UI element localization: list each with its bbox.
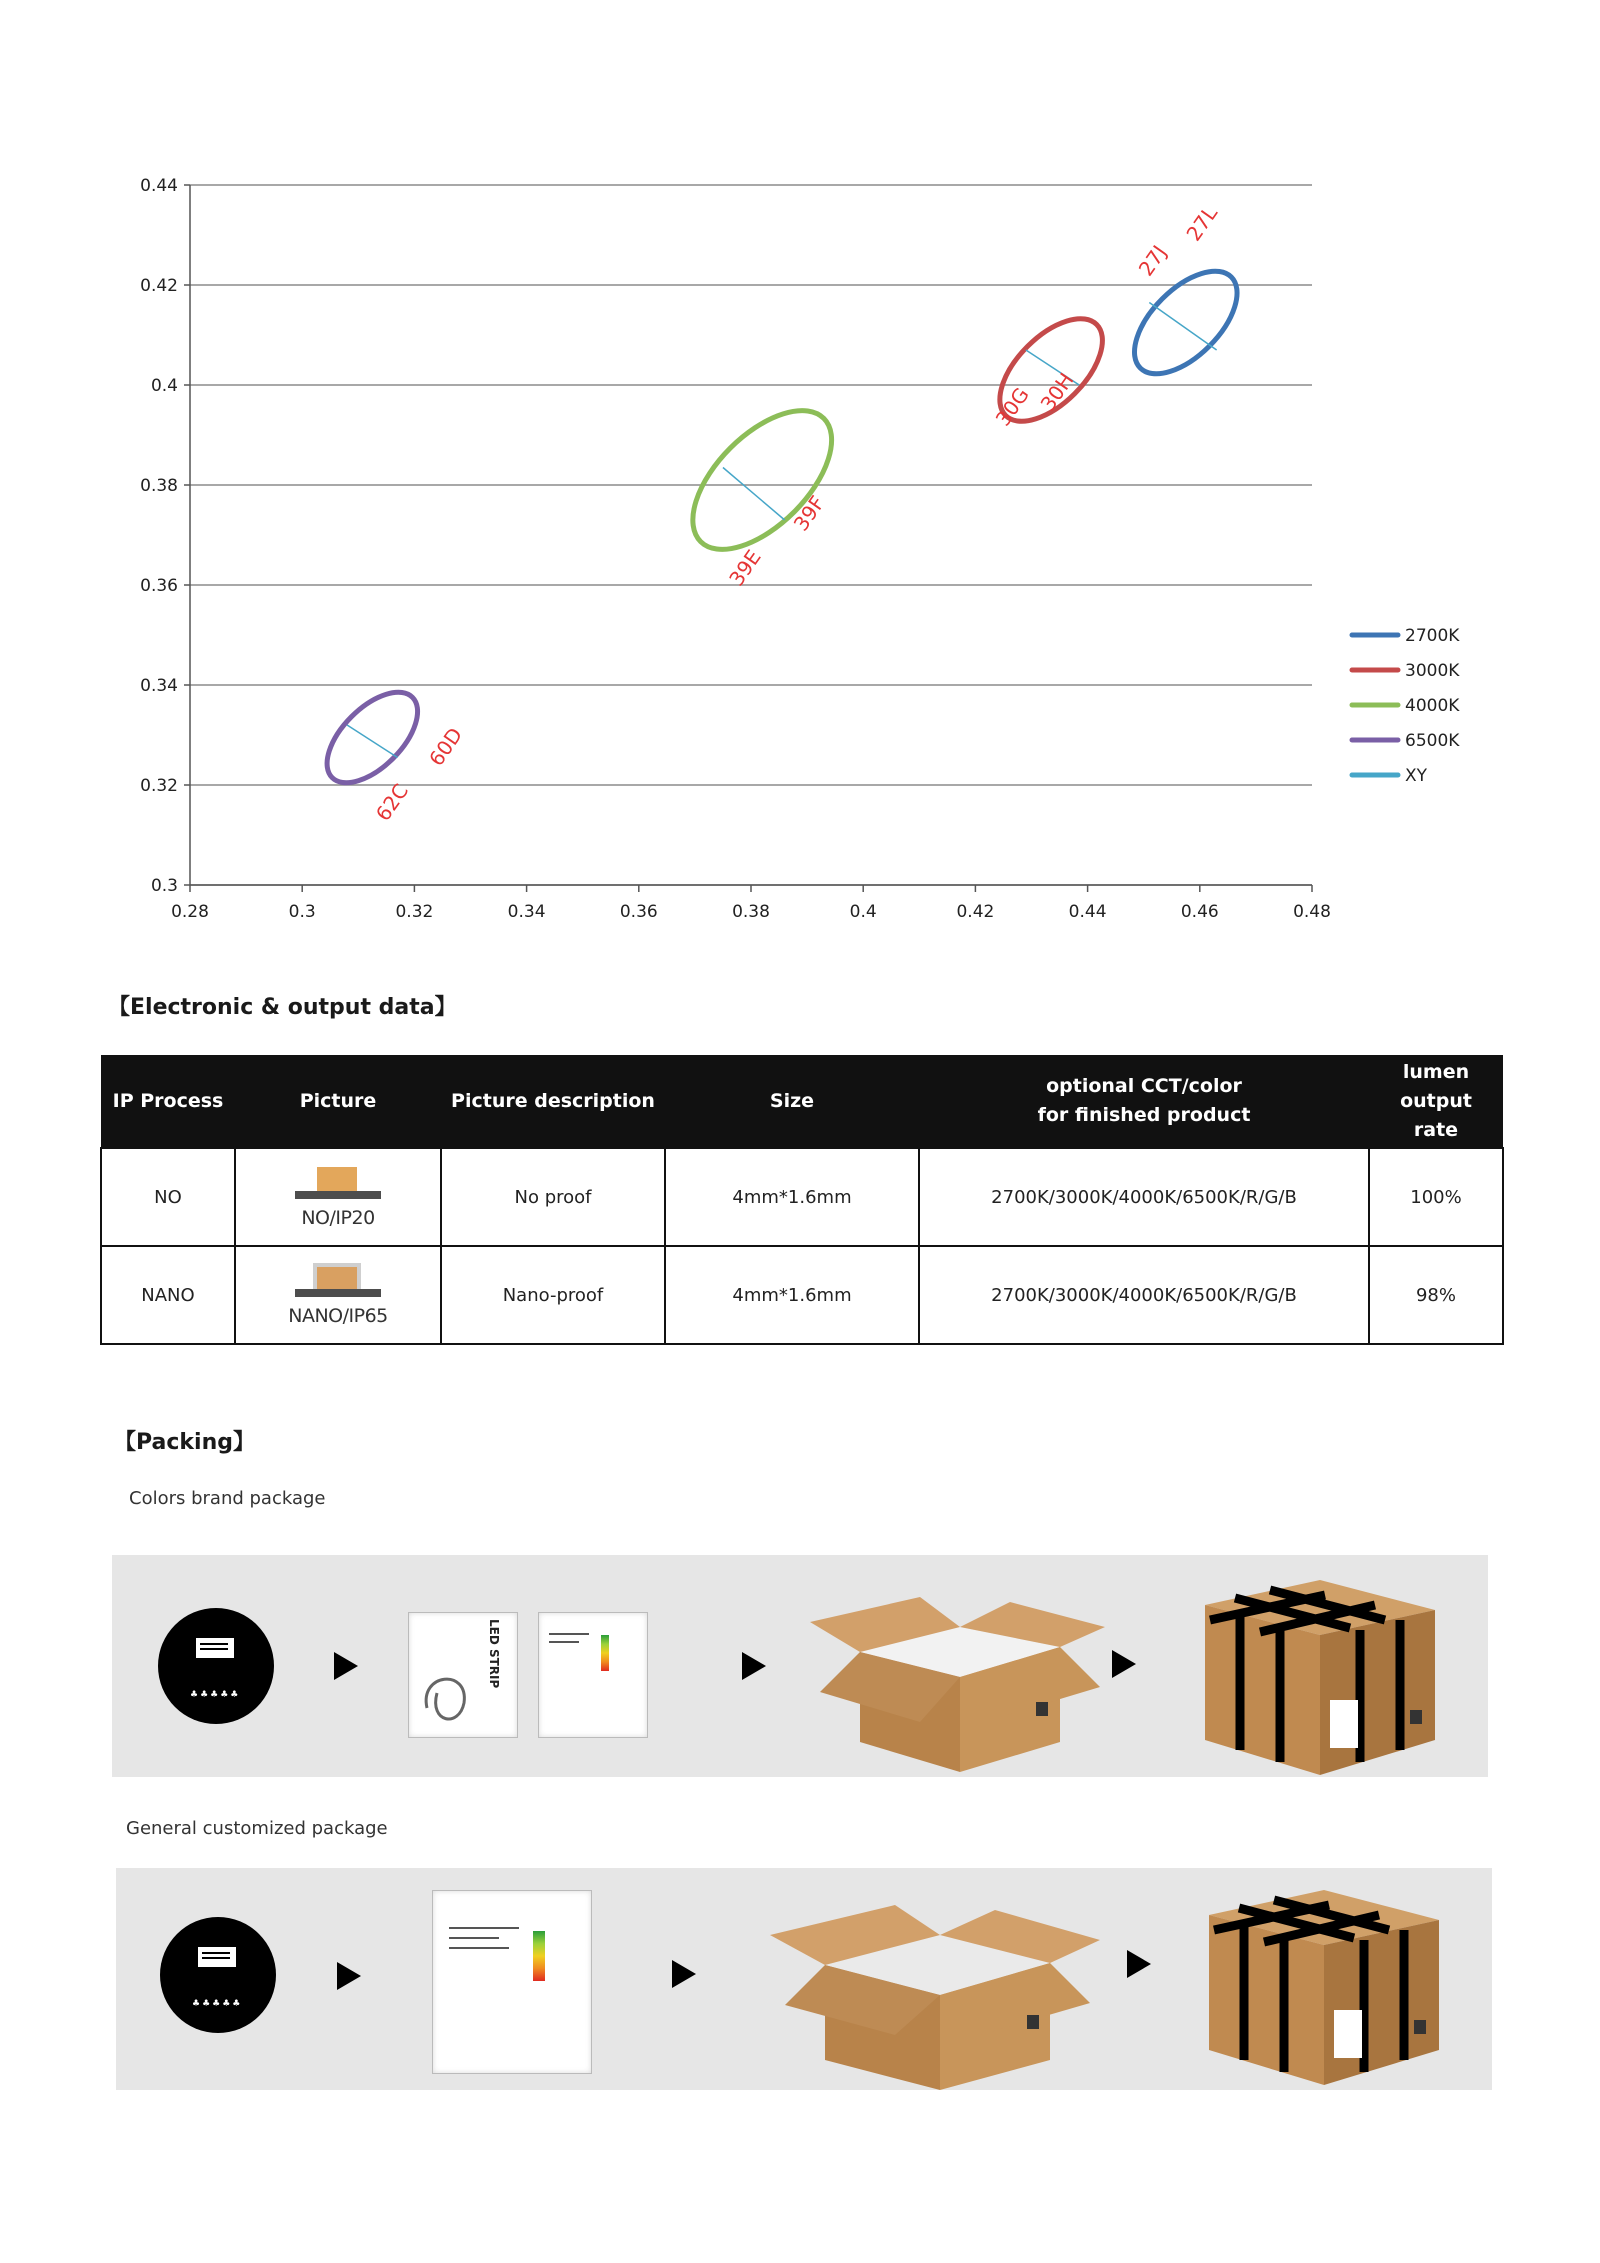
y-tick-label: 0.38 xyxy=(140,476,178,496)
xy-segment xyxy=(347,725,397,758)
xy-segment xyxy=(1149,303,1216,351)
bin-label-30g: 30G xyxy=(990,383,1034,431)
cell-description: Nano-proof xyxy=(441,1246,665,1344)
bin-label-27l: 27L xyxy=(1181,201,1223,246)
picture-label: NANO/IP65 xyxy=(288,1305,388,1327)
ellipse-4000k xyxy=(669,386,856,573)
bag-text: LED STRIP xyxy=(487,1619,501,1689)
electronic-output-heading: 【Electronic & output data】 xyxy=(108,995,457,1020)
header-picture-description: Picture description xyxy=(441,1055,665,1148)
chart-svg xyxy=(0,150,1600,940)
bin-label-30h: 30H xyxy=(1035,368,1079,416)
legend-label: 3000K xyxy=(1405,661,1460,681)
led-reel-image: ♣♣♣♣♣ xyxy=(158,1608,274,1724)
header-cct: optional CCT/color for finished product xyxy=(919,1055,1369,1148)
header-size: Size xyxy=(665,1055,919,1148)
y-tick-label: 0.4 xyxy=(150,376,178,396)
label-bag-image xyxy=(538,1612,648,1738)
ellipse-2700k xyxy=(1117,253,1255,391)
y-tick-label: 0.42 xyxy=(140,276,178,296)
xy-segment xyxy=(723,468,785,521)
printed-bag-image xyxy=(408,1612,518,1738)
arrow-right-icon xyxy=(1112,1650,1136,1678)
arrow-right-icon xyxy=(334,1652,358,1680)
arrow-right-icon xyxy=(1127,1950,1151,1978)
table-header-row xyxy=(101,1055,1503,1148)
header-lumen: lumen output rate xyxy=(1369,1055,1503,1148)
arrow-right-icon xyxy=(742,1652,766,1680)
bin-label-27j: 27J xyxy=(1133,240,1172,281)
x-tick-label: 0.44 xyxy=(1068,902,1107,922)
legend-label: 6500K xyxy=(1405,731,1460,751)
header-picture: Picture xyxy=(235,1055,441,1148)
cell-description: No proof xyxy=(441,1148,665,1246)
bin-label-39f: 39F xyxy=(788,491,830,536)
y-tick-label: 0.3 xyxy=(150,876,178,896)
x-tick-label: 0.42 xyxy=(956,902,995,922)
packing-heading: 【Packing】 xyxy=(114,1430,256,1455)
y-tick-label: 0.36 xyxy=(140,576,178,596)
table-row xyxy=(101,1246,1503,1344)
led-chip-image xyxy=(295,1165,381,1201)
cell-cct: 2700K/3000K/4000K/6500K/R/G/B xyxy=(919,1148,1369,1246)
x-tick-label: 0.48 xyxy=(1293,902,1331,922)
general-customized-package-label: General customized package xyxy=(126,1818,388,1839)
picture-label: NO/IP20 xyxy=(301,1207,375,1229)
cell-picture xyxy=(235,1246,441,1344)
cell-lumen: 100% xyxy=(1369,1148,1503,1246)
sealed-carton-image xyxy=(1200,1570,1440,1780)
arrow-right-icon xyxy=(672,1960,696,1988)
plain-bag-image xyxy=(432,1890,592,2074)
legend-label: XY xyxy=(1405,766,1428,786)
cell-cct: 2700K/3000K/4000K/6500K/R/G/B xyxy=(919,1246,1369,1344)
table-row xyxy=(101,1148,1503,1246)
cell-ip: NO xyxy=(101,1148,235,1246)
led-chip-nano-image xyxy=(295,1263,381,1299)
y-tick-label: 0.32 xyxy=(140,776,178,796)
cell-ip: NANO xyxy=(101,1246,235,1344)
x-tick-label: 0.3 xyxy=(288,902,316,922)
cell-size: 4mm*1.6mm xyxy=(665,1148,919,1246)
bin-label-39e: 39E xyxy=(724,545,766,591)
x-tick-label: 0.32 xyxy=(395,902,434,922)
x-tick-label: 0.38 xyxy=(732,902,770,922)
cell-lumen: 98% xyxy=(1369,1246,1503,1344)
arrow-right-icon xyxy=(337,1962,361,1990)
bin-label-60d: 60D xyxy=(424,723,468,771)
cell-size: 4mm*1.6mm xyxy=(665,1246,919,1344)
x-tick-label: 0.46 xyxy=(1180,902,1219,922)
y-tick-label: 0.34 xyxy=(140,676,178,696)
x-tick-label: 0.4 xyxy=(849,902,877,922)
open-carton-image xyxy=(765,1885,1105,2095)
y-tick-label: 0.44 xyxy=(140,176,178,196)
x-tick-label: 0.28 xyxy=(171,902,209,922)
led-reel-image: ♣♣♣♣♣ xyxy=(160,1917,276,2033)
open-carton-image xyxy=(800,1582,1110,1772)
legend-label: 2700K xyxy=(1405,626,1460,646)
chromaticity-chart xyxy=(0,150,1600,940)
colors-brand-package-label: Colors brand package xyxy=(129,1488,326,1509)
spec-table xyxy=(100,1055,1504,1345)
cell-picture xyxy=(235,1148,441,1246)
ellipse-6500k xyxy=(311,677,433,799)
sealed-carton-image xyxy=(1204,1880,1444,2090)
x-tick-label: 0.36 xyxy=(619,902,658,922)
x-tick-label: 0.34 xyxy=(507,902,546,922)
bin-label-62c: 62C xyxy=(370,779,414,826)
legend-label: 4000K xyxy=(1405,696,1460,716)
header-ip-process: IP Process xyxy=(101,1055,235,1148)
